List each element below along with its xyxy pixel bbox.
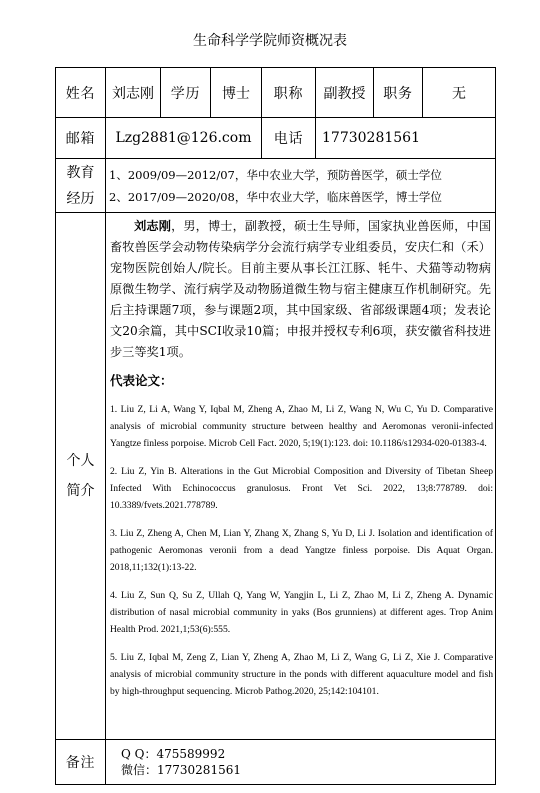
basic-info-row: [56, 68, 496, 118]
publication-item-1: 1. Liu Z, Li A, Wang Y, Iqbal M, Zheng A, Zhao M, Li Z, Wang N, Wu C, Yu D. Comparative analysis of microbial community structure between healthy and Aeromonas veronii-infected Yangtze finless porpoise. Microb Cell Fact. 2020, 5;19(1):123. doi: 10.1186/s12934-020-01383-4.: [110, 404, 493, 449]
publication-item-5: 5. Liu Z, Iqbal M, Zeng Z, Lian Y, Zheng A, Zhao M, Li Z, Wang G, Li Z, Xie J. Comparative analysis of microbial community structure in the ponds with different aquaculture model and fish by high-throughput sequencing. Microb Pathog.2020, 25;142:104101.: [110, 652, 493, 697]
position-value: 无: [423, 68, 496, 118]
remarks-row: [56, 740, 496, 785]
phone-value: 17730281561: [316, 118, 496, 159]
page-title: 生命科学学院师资概况表: [193, 33, 347, 49]
email-label: 邮箱: [56, 118, 106, 159]
education-history-row: [56, 159, 496, 213]
title-rank-value: 副教授: [316, 68, 374, 118]
publication-item-3: 3. Liu Z, Zheng A, Chen M, Lian Y, Zhang X, Zhang S, Yu D, Li J. Isolation and identification of pathogenic Aeromonas veronii from a dead Yangtze finless porpoise. Dis Aquat Organ. 2018,11;132(1):13-22.: [110, 528, 493, 573]
faculty-info-table: [55, 67, 496, 785]
bio-paragraph: [106, 213, 495, 363]
profile-label-line1: 个人: [66, 453, 95, 469]
profile-label: [56, 213, 106, 740]
bio-name: 刘志刚: [134, 219, 172, 233]
education-history-label: [56, 159, 106, 213]
publication-item-2: 2. Liu Z, Yin B. Alterations in the Gut Microbial Composition and Diversity of Tibetan Sheep Infected With Echinococcus granulosus. Front Vet Sci. 2022, 13;8:778789. doi: 10.3389/fvets.2021.778789.: [110, 466, 493, 511]
education-value: 博士: [211, 68, 262, 118]
bio-text: ，男，博士，副教授，硕士生导师，国家执业兽医师，中国畜牧兽医学会动物传染病学分会流行病学专业组委员，安庆仁和（禾）宠物医院创始人/院长。目前主要从事长江江豚、牦牛、犬猫等动物病原微生物学、流行病学及动物肠道微生物与宿主健康互作机制研究。先后主持课题7项，参与课题2项，其中国家级、省部级课题4项；发表论文20余篇，其中SCI收录10篇；申报并授权专利6项，获安徽省科技进步三等奖1项。: [110, 219, 492, 359]
email-value: Lzg2881@126.com: [106, 118, 262, 159]
education-label: 学历: [161, 68, 211, 118]
profile-label-line2: 简介: [66, 483, 95, 499]
remarks-label: 备注: [56, 740, 106, 785]
education-item-1: 1、2009/09—2012/07，华中农业大学，预防兽医学，硕士学位: [109, 167, 442, 182]
contact-row: [56, 118, 496, 159]
phone-label: 电话: [262, 118, 316, 159]
education-history-label-line2: 经历: [66, 190, 95, 207]
profile-row: [56, 213, 496, 740]
title-rank-label: 职称: [262, 68, 316, 118]
remarks-qq: Q Q：475589992: [121, 747, 226, 761]
profile-content: [106, 213, 496, 740]
education-item-2: 2、2017/09—2020/08，华中农业大学，临床兽医学，博士学位: [109, 189, 442, 204]
education-history-list: [106, 159, 496, 213]
position-label: 职务: [374, 68, 423, 118]
publication-item-4: 4. Liu Z, Sun Q, Su Z, Ullah Q, Yang W, Yangjin L, Li Z, Zhao M, Li Z, Zheng A. Dynamic distribution of nasal microbial community in yaks (Bos grunniens) at different ages. Trop Anim Health Prod. 2021,1;53(6):555.: [110, 590, 493, 635]
remarks-wechat: 微信：17730281561: [121, 763, 241, 777]
name-label: 姓名: [56, 68, 106, 118]
remarks-content: [106, 740, 496, 785]
publications-heading: 代表论文：: [110, 373, 173, 388]
education-history-label-line1: 教育: [66, 164, 95, 181]
name-value: 刘志刚: [106, 68, 161, 118]
